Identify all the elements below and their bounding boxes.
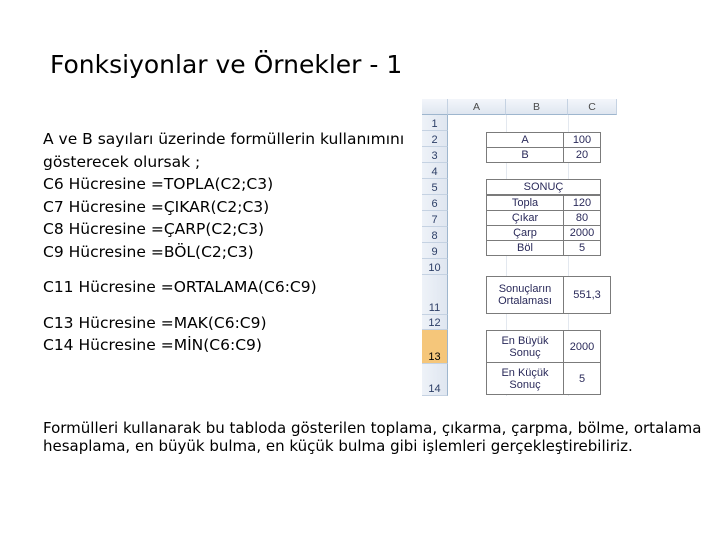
conclusion-text: Formülleri kullanarak bu tabloda gösterilen toplama, çıkarma, çarpma, bölme, ortalama hesaplama, en büyük bulma, en küçük bulma gibi işlemleri gerçekleştirebiliriz. [43, 419, 702, 455]
row-header[interactable]: 2 [422, 131, 448, 147]
formula-c8: C8 Hücresine =ÇARP(C2;C3) [43, 220, 265, 238]
slide-title: Fonksiyonlar ve Örnekler - 1 [50, 50, 403, 79]
cell-b7[interactable]: Çıkar [486, 210, 564, 226]
row-header[interactable]: 3 [422, 147, 448, 163]
formula-c11: C11 Hücresine =ORTALAMA(C6:C9) [43, 278, 317, 296]
formula-c14: C14 Hücresine =MİN(C6:C9) [43, 336, 262, 354]
cell-c14[interactable]: 5 [563, 362, 601, 395]
select-all-corner[interactable] [422, 99, 448, 115]
cell-c11[interactable]: 551,3 [563, 276, 611, 314]
row-header[interactable]: 14 [422, 364, 448, 396]
cell-c7[interactable]: 80 [563, 210, 601, 226]
row-header[interactable]: 4 [422, 163, 448, 179]
cell-b3[interactable]: B [486, 147, 564, 163]
cell-b14[interactable]: En Küçük Sonuç [486, 362, 564, 395]
cell-c9[interactable]: 5 [563, 240, 601, 256]
cell-b2[interactable]: A [486, 132, 564, 148]
column-header-a[interactable]: A [448, 99, 506, 115]
spreadsheet [422, 99, 617, 396]
cell-b6[interactable]: Topla [486, 195, 564, 211]
formula-c7: C7 Hücresine =ÇIKAR(C2;C3) [43, 197, 270, 216]
column-header-b[interactable]: B [506, 99, 568, 115]
row-header-selected[interactable]: 13 [422, 330, 448, 364]
intro-line-2: gösterecek olursak ; [43, 152, 201, 171]
row-header[interactable]: 11 [422, 275, 448, 315]
row-header[interactable]: 6 [422, 195, 448, 211]
formula-c6: C6 Hücresine =TOPLA(C2;C3) [43, 175, 274, 193]
cell-c2[interactable]: 100 [563, 132, 601, 148]
cell-c8[interactable]: 2000 [563, 225, 601, 241]
cell-c13[interactable]: 2000 [563, 330, 601, 363]
cell-c3[interactable]: 20 [563, 147, 601, 163]
row-header[interactable]: 5 [422, 179, 448, 195]
explanation-text [43, 128, 413, 357]
cell-b13[interactable]: En Büyük Sonuç [486, 330, 564, 363]
cell-b9[interactable]: Böl [486, 240, 564, 256]
row-header[interactable]: 9 [422, 243, 448, 259]
row-header[interactable]: 1 [422, 115, 448, 131]
cell-result-header[interactable]: SONUÇ [486, 179, 601, 195]
row-header[interactable]: 8 [422, 227, 448, 243]
formula-c13: C13 Hücresine =MAK(C6:C9) [43, 313, 267, 332]
cell-b11[interactable]: Sonuçların Ortalaması [486, 276, 564, 314]
row-header[interactable]: 7 [422, 211, 448, 227]
intro-line-1: A ve B sayıları üzerinde formüllerin kullanımını [43, 130, 405, 148]
row-header[interactable]: 12 [422, 315, 448, 330]
cell-c6[interactable]: 120 [563, 195, 601, 211]
column-header-c[interactable]: C [568, 99, 617, 115]
row-header[interactable]: 10 [422, 259, 448, 275]
formula-c9: C9 Hücresine =BÖL(C2;C3) [43, 242, 254, 261]
cell-b8[interactable]: Çarp [486, 225, 564, 241]
